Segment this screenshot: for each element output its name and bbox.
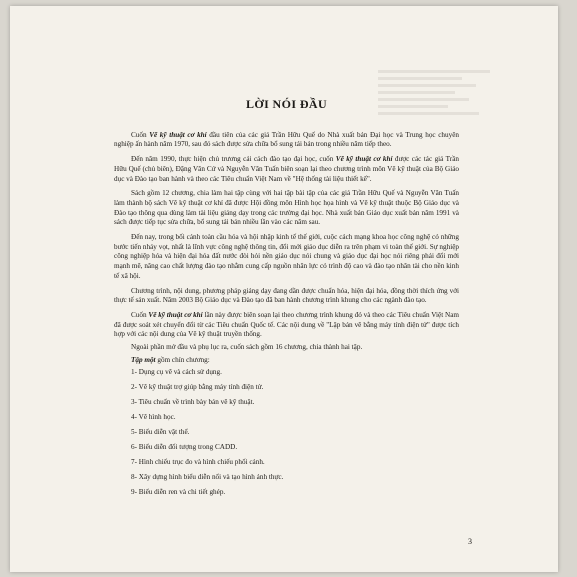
list-item: 1- Dụng cụ vẽ và cách sử dụng. xyxy=(131,368,222,377)
paragraph-2 xyxy=(114,155,459,184)
preface-body xyxy=(114,97,460,502)
paragraph-5: Chương trình, nội dung, phương pháp giảng dạy đang dần được chuẩn hóa, hiện đại hóa, đồng thời thích ứng với thực tế sản xuất. Năm 2003 Bộ Giáo dục và Đào tạo đã ban hành chương trình khung cho các ngành đào tạo. xyxy=(114,286,459,305)
paragraph-3: Sách gồm 12 chương, chia làm hai tập cùng với hai tập bài tập của các giả Trần Hữu Quế và Nguyễn Văn Tuấn làm thành bộ sách Vẽ kỹ thuật cơ khí đã được Hội đồng môn Hình học họa hình và Vẽ kỹ thuật thuộc Bộ Giáo dục và Đào tạo thông qua dùng làm tài liệu giảng dạy trong các trường đại học. Nhà xuất bản Giáo dục xuất bản năm 1991 và sách được tiếp tục sửa chữa, bổ sung tái bản nhiều lần vào các năm sau. xyxy=(114,189,459,227)
list-item: 6- Biểu diễn đối tượng trong CADD. xyxy=(131,442,238,451)
text: đầu tiên của các giả Trần Hữu Quế do Nhà xuất bản Đại học và Trung học chuyên nghiệp ấn hành năm 1970, sau đó sách được sửa chữa bổ sung tái bản trong nhiều năm tiếp theo. xyxy=(114,130,459,149)
text: lần này được biên soạn lại theo chương trình khung đó và theo các Tiêu chuẩn Việt Nam đã được soát xét chuyển đổi từ các Tiêu chuẩn Quốc tế. Các nội dung về "Lập bản vẽ bằng máy tính điện tử" được tích hợp với các nội dung của Vẽ kỹ thuật truyền thống. xyxy=(114,310,460,339)
book-page xyxy=(10,6,558,572)
volume-label: Tập một xyxy=(131,355,156,364)
text: Cuốn xyxy=(131,310,149,319)
list-item: 4- Vẽ hình học. xyxy=(131,413,176,422)
list-item: 5- Biểu diễn vật thể. xyxy=(131,428,190,437)
text: gồm chín chương: xyxy=(155,355,210,364)
paragraph-4: Đến nay, trong bối cảnh toàn cầu hóa và hội nhập kinh tế thế giới, cuộc cách mạng khoa học công nghệ có những bước tiến nhảy vọt, nhất là lĩnh vực công nghệ thông tin, đổi mới giáo dục diễn ra trên phạm vi toàn thế giới. Sự nghiệp công nghiệp hóa và hiện đại hóa đất nước đòi hỏi nền giáo dục nói chung và giáo dục đại học nói riêng phải đổi mới mạnh mẽ, nâng cao chất lượng đào tạo nhằm cung cấp nguồn nhân lực có trình độ cao và đào tạo nhân tài cho nền kinh tế xã hội. xyxy=(114,233,459,280)
list-item: 9- Biểu diễn ren và chi tiết ghép. xyxy=(131,487,226,496)
page-title: LỜI NÓI ĐẦU xyxy=(245,97,328,111)
page-number: 3 xyxy=(468,537,472,546)
paragraph-6 xyxy=(114,311,459,340)
list-item: 7- Hình chiếu trục đo và hình chiếu phối cảnh. xyxy=(131,457,265,466)
list-item: 2- Vẽ kỹ thuật trợ giúp bằng máy tính điện tử. xyxy=(131,383,264,392)
book-title: Vẽ kỹ thuật cơ khí xyxy=(335,155,393,164)
chapter-list xyxy=(114,368,459,497)
text: được các tác giả Trần Hữu Quế (chủ biên), Đặng Văn Cứ và Nguyễn Văn Tuấn biên soạn lại theo chương trình môn Vẽ kỹ thuật của Bộ Giáo dục và Đào tạo ban hành và theo các Tiêu chuẩn Việt Nam về "Hệ thống tài liệu thiết kế". xyxy=(114,155,459,183)
text: Cuốn xyxy=(131,130,150,139)
list-item: 3- Tiêu chuẩn về trình bày bản vẽ kỹ thuật. xyxy=(131,398,255,407)
book-title: Vẽ kỹ thuật cơ khí xyxy=(149,130,207,139)
paragraph-8 xyxy=(114,356,459,366)
paragraph-7: Ngoài phần mở đầu và phụ lục ra, cuốn sách gồm 16 chương, chia thành hai tập. xyxy=(131,343,363,352)
list-item: 8- Xây dựng hình biểu diễn nổi và tạo hình ảnh thực. xyxy=(131,472,284,481)
paragraph-1 xyxy=(114,131,459,150)
book-title: Vẽ kỹ thuật cơ khí xyxy=(148,310,203,319)
text: Đến năm 1990, thực hiện chủ trương cải cách đào tạo đại học, cuốn xyxy=(131,155,336,164)
